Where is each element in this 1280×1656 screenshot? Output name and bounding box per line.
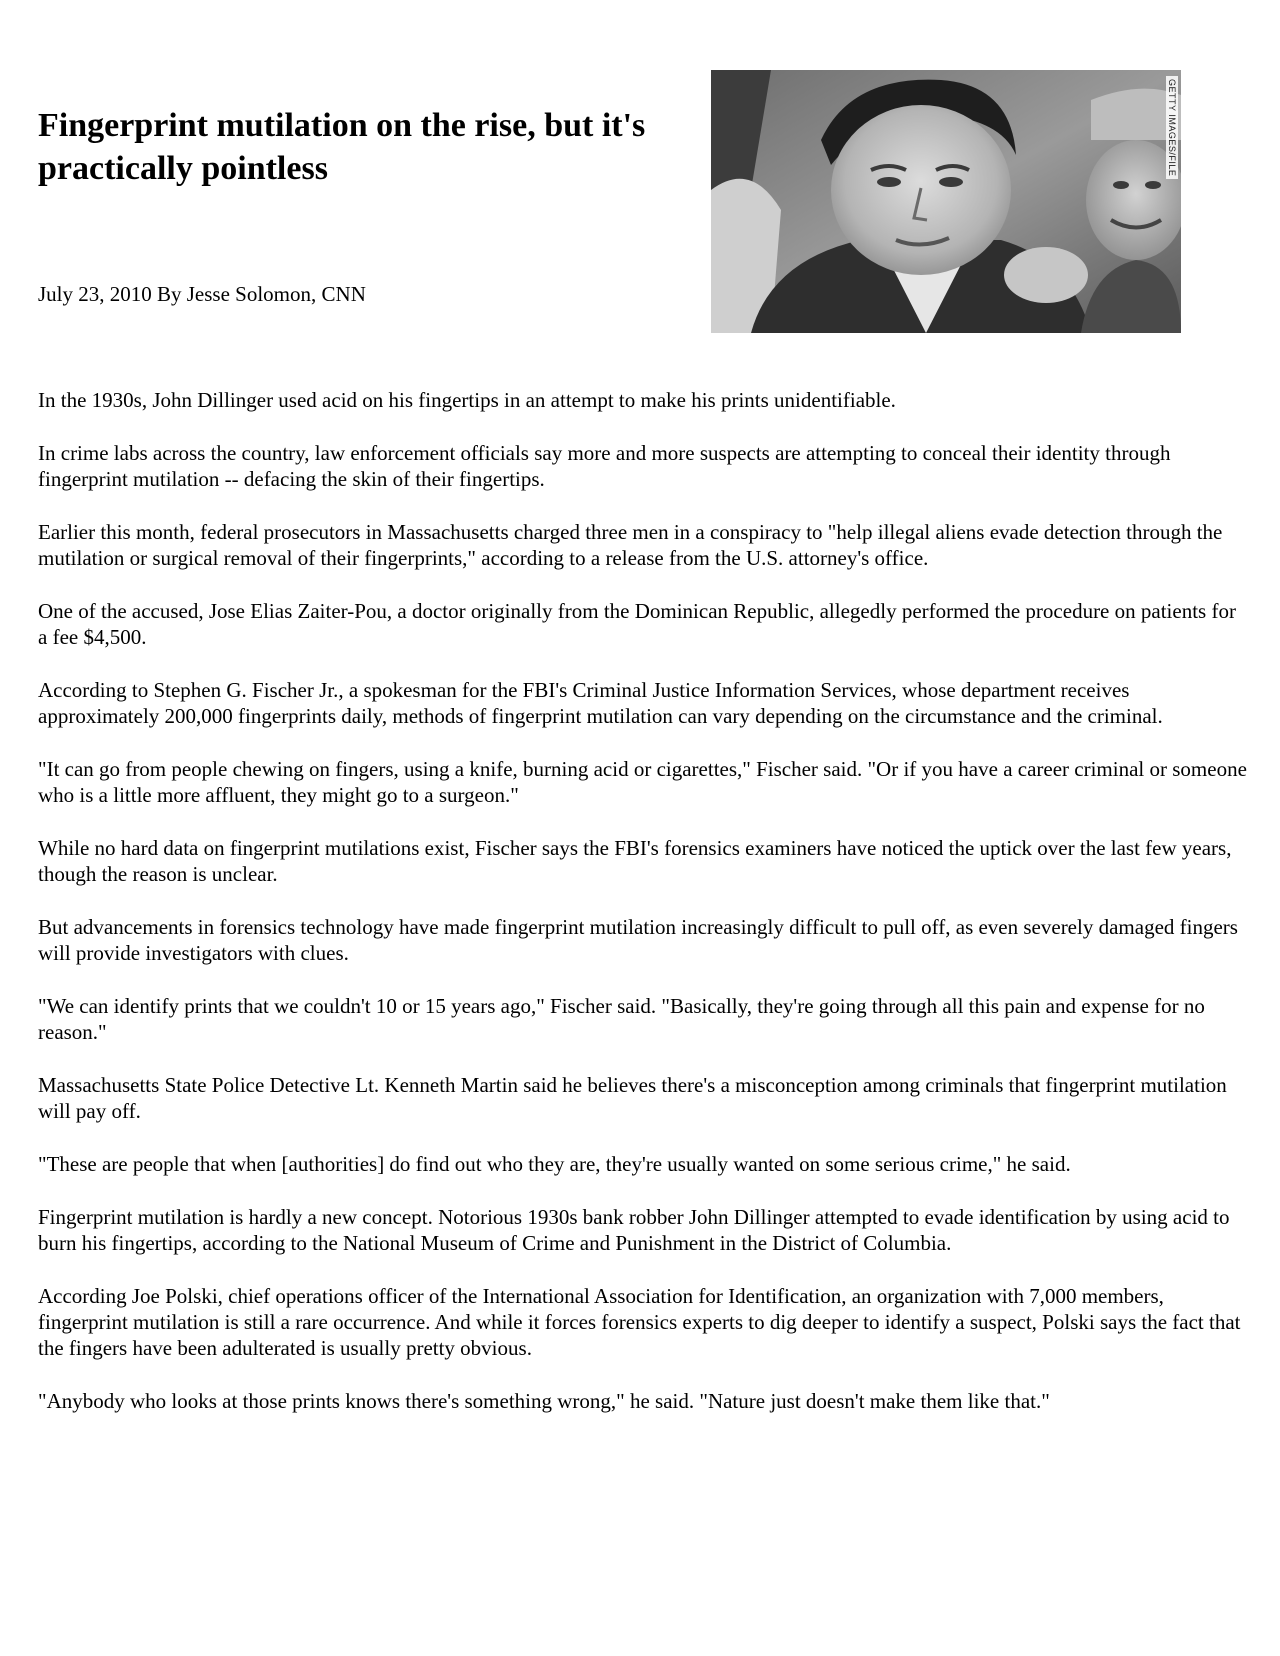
article-byline: July 23, 2010 By Jesse Solomon, CNN (38, 282, 366, 306)
article-paragraph: "It can go from people chewing on fingers, using a knife, burning acid or cigarettes," Fischer said. "Or if you have a career criminal or someone who is a little more affluent, they might go to a surgeon." (38, 757, 1247, 807)
article-paragraph: "Anybody who looks at those prints knows there's something wrong," he said. "Nature just doesn't make them like that." (38, 1389, 1050, 1413)
article-paragraph: But advancements in forensics technology have made fingerprint mutilation increasingly difficult to pull off, as even severely damaged fingers will provide investigators with clues. (38, 915, 1238, 965)
article-photo (711, 70, 1181, 333)
article-paragraph: Fingerprint mutilation is hardly a new concept. Notorious 1930s bank robber John Dillinger attempted to evade identification by using acid to burn his fingertips, according to the National Museum of Crime and Punishment in the District of Columbia. (38, 1205, 1230, 1255)
article-headline: Fingerprint mutilation on the rise, but it's practically pointless (38, 107, 646, 187)
photo-credit: GETTY IMAGES/FILE (1166, 76, 1178, 179)
photo-illustration (711, 70, 1181, 333)
article-paragraph: Massachusetts State Police Detective Lt. Kenneth Martin said he believes there's a misconception among criminals that fingerprint mutilation will pay off. (38, 1073, 1227, 1123)
article-paragraph: One of the accused, Jose Elias Zaiter-Pou, a doctor originally from the Dominican Republic, allegedly performed the procedure on patients for a fee $4,500. (38, 599, 1236, 649)
article-paragraph: According to Stephen G. Fischer Jr., a spokesman for the FBI's Criminal Justice Information Services, whose department receives approximately 200,000 fingerprints daily, methods of fingerprint mutilation can vary depending on the circumstance and the criminal. (38, 678, 1163, 728)
article-paragraph: "We can identify prints that we couldn't 10 or 15 years ago," Fischer said. "Basically, they're going through all this pain and expense for no reason." (38, 994, 1205, 1044)
article-body (38, 387, 1248, 1441)
article-paragraph: According Joe Polski, chief operations officer of the International Association for Identification, an organization with 7,000 members, fingerprint mutilation is still a rare occurrence. And while it forces forensics experts to dig deeper to identify a suspect, Polski says the fact that the fingers have been adulterated is usually pretty obvious. (38, 1284, 1241, 1360)
article-paragraph: In the 1930s, John Dillinger used acid on his fingertips in an attempt to make his prints unidentifiable. (38, 388, 896, 412)
article-paragraph: In crime labs across the country, law enforcement officials say more and more suspects are attempting to conceal their identity through fingerprint mutilation -- defacing the skin of their fingertips. (38, 441, 1171, 491)
article-paragraph: While no hard data on fingerprint mutilations exist, Fischer says the FBI's forensics examiners have noticed the uptick over the last few years, though the reason is unclear. (38, 836, 1232, 886)
article-paragraph: Earlier this month, federal prosecutors in Massachusetts charged three men in a conspiracy to "help illegal aliens evade detection through the mutilation or surgical removal of their fingerprints," according to a release from the U.S. attorney's office. (38, 520, 1223, 570)
article-paragraph: "These are people that when [authorities] do find out who they are, they're usually wanted on some serious crime," he said. (38, 1152, 1071, 1176)
